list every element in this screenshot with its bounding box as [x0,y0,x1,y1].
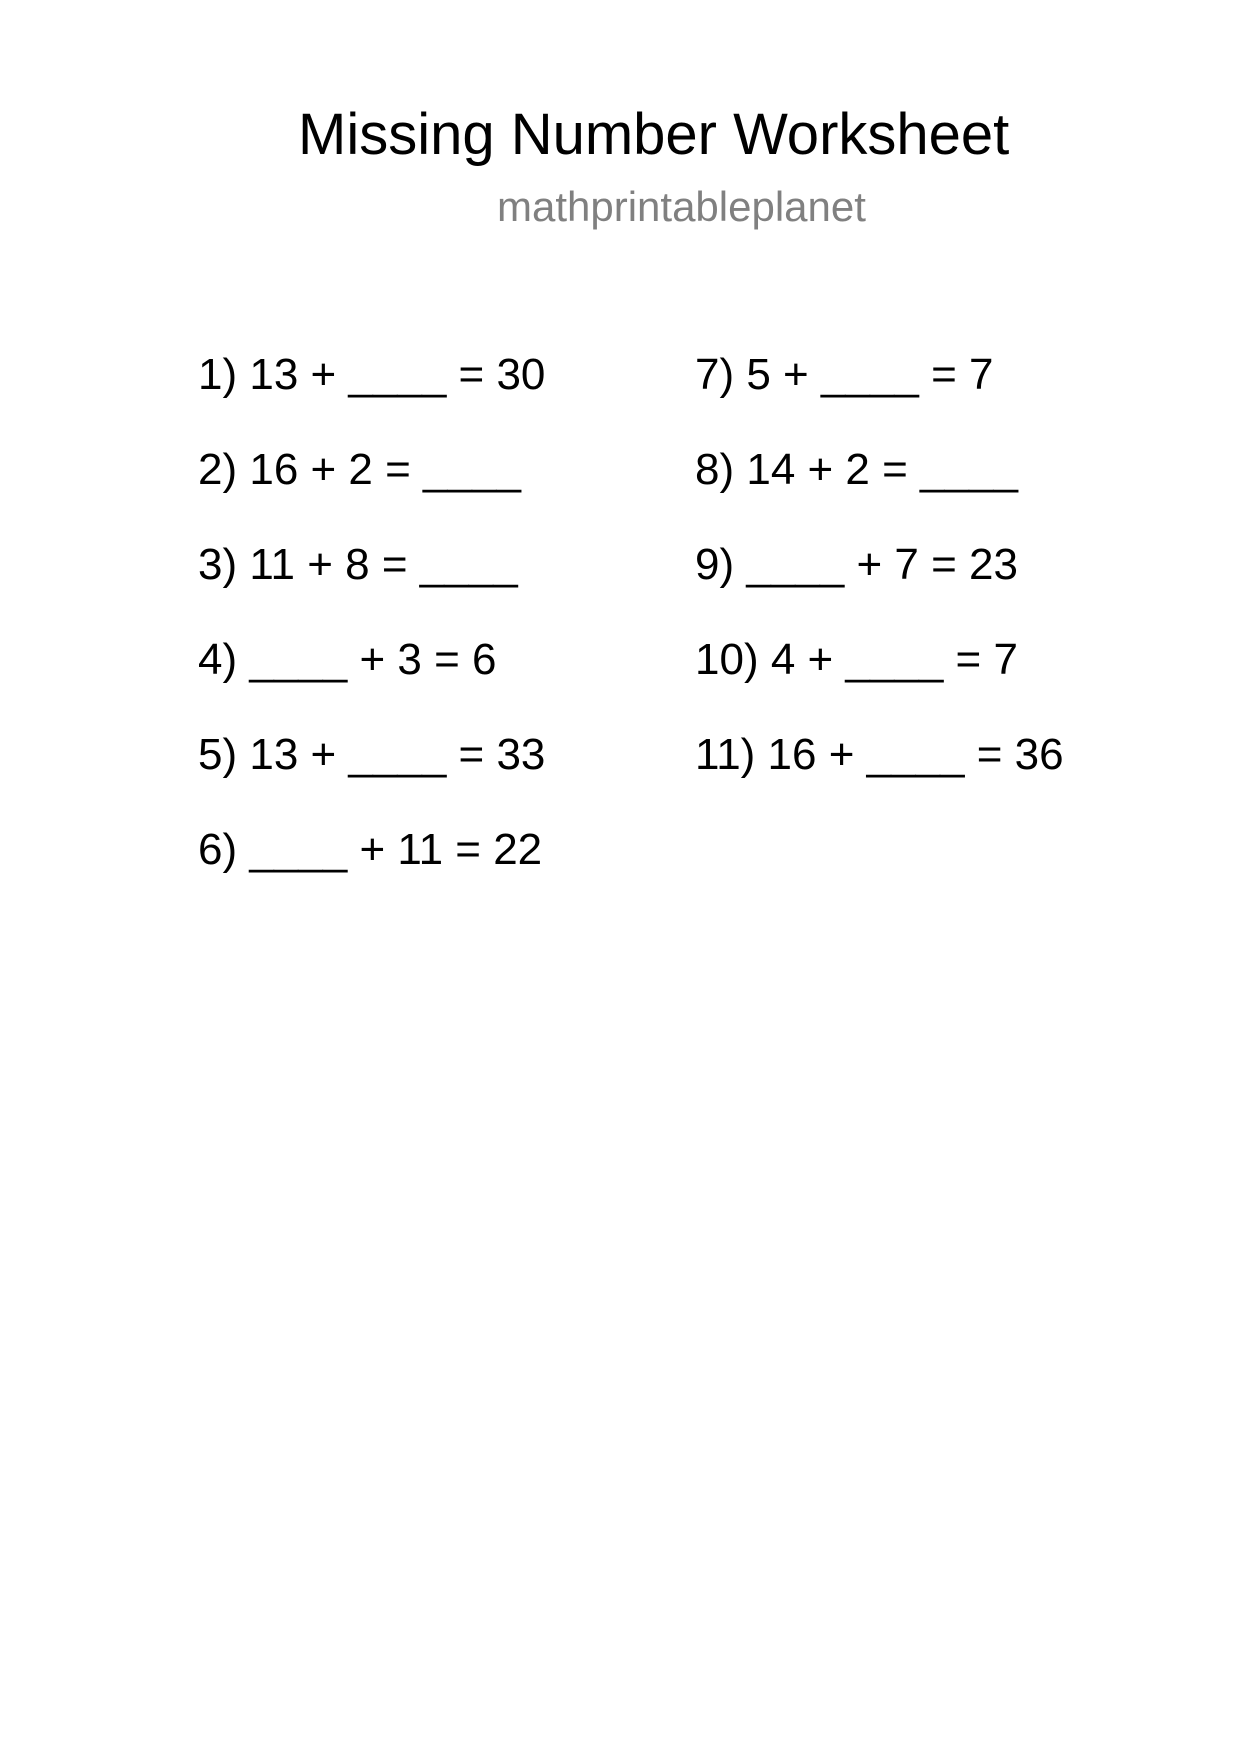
problem-list-right [695,350,1064,825]
problem-8: 8) 14 + 2 = ____ [695,445,1018,494]
problem-list-left [198,350,545,920]
problem-2: 2) 16 + 2 = ____ [198,445,521,494]
problem-7: 7) 5 + ____ = 7 [695,350,994,399]
problem-4: 4) ____ + 3 = 6 [198,635,497,684]
problem-5: 5) 13 + ____ = 33 [198,730,546,779]
problem-11: 11) 16 + ____ = 36 [695,730,1064,779]
worksheet-title: Missing Number Worksheet [298,102,1010,167]
problem-1: 1) 13 + ____ = 30 [198,350,546,399]
problem-6: 6) ____ + 11 = 22 [198,825,543,874]
problem-10: 10) 4 + ____ = 7 [695,635,1018,684]
worksheet-source: mathprintableplanet [497,183,866,230]
problem-9: 9) ____ + 7 = 23 [695,540,1018,589]
problem-3: 3) 11 + 8 = ____ [198,540,518,589]
